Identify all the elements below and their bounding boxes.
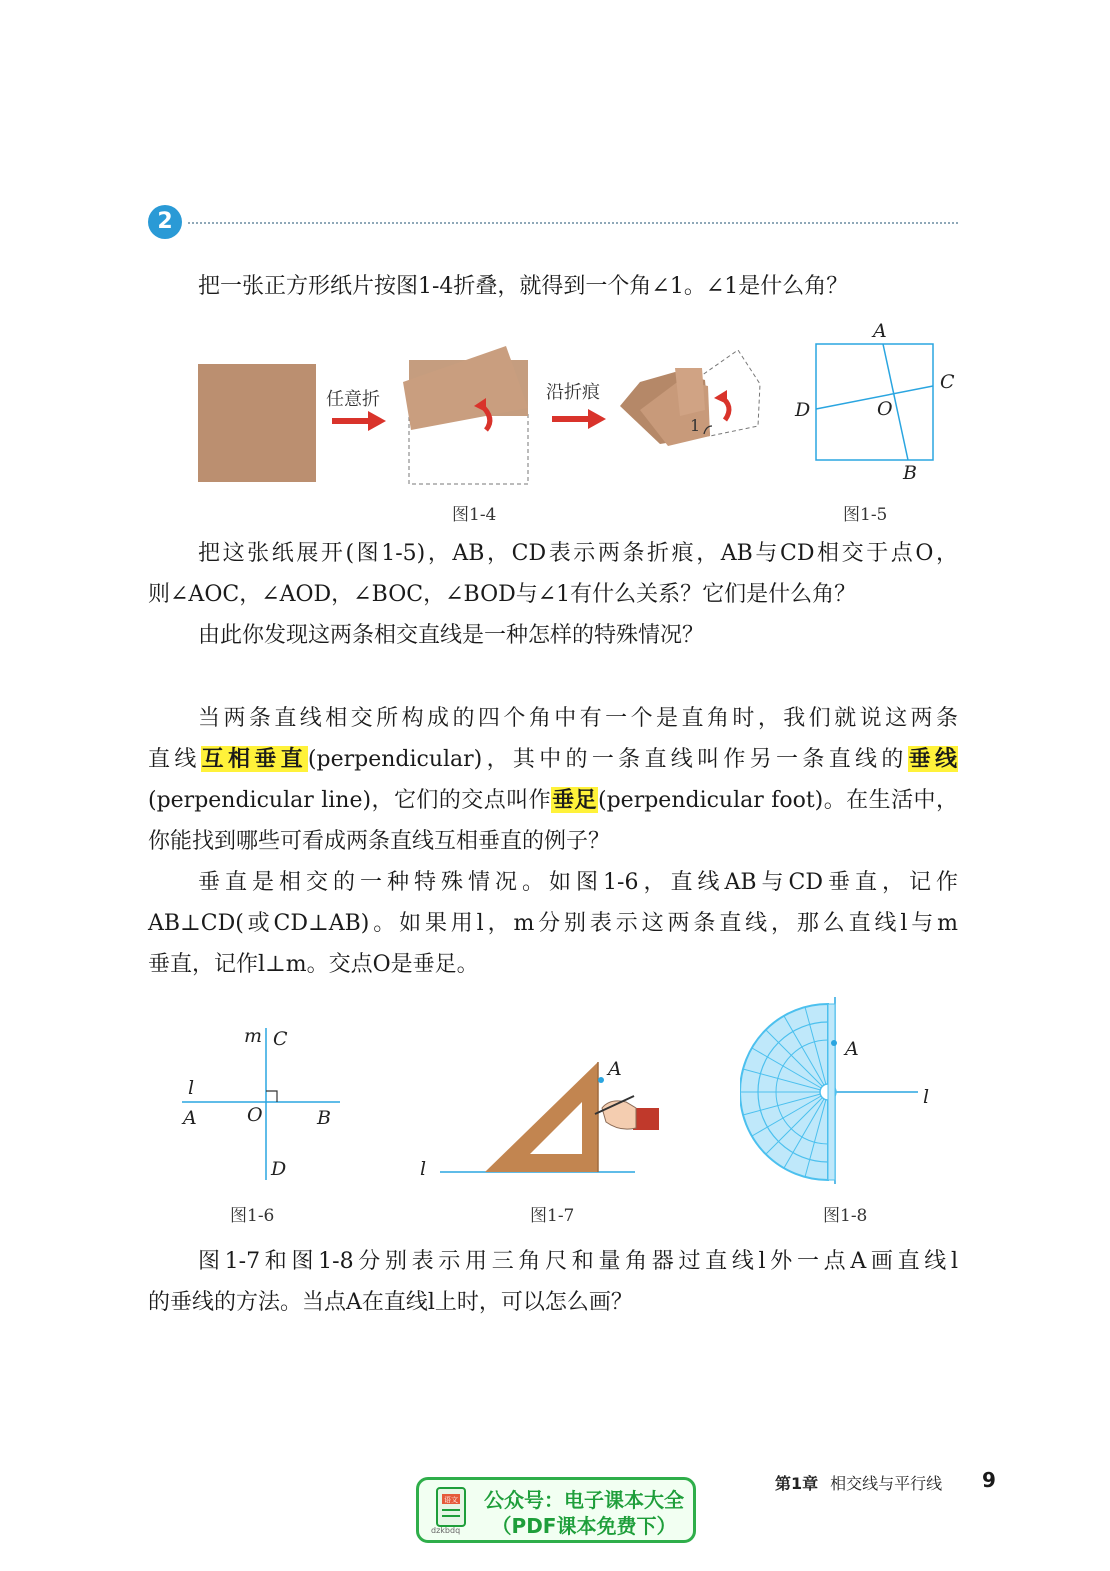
figure-1-8-caption: 图1-8: [823, 1206, 868, 1226]
paragraph-unfold: [148, 533, 958, 574]
paragraph-line: 当两条直线相交所构成的四个角中有一个是直角时，我们就说这两条: [198, 706, 958, 731]
term-perpendicular-line: 垂线: [908, 746, 957, 772]
chapter-number: 第1章: [775, 1474, 819, 1493]
text-segment: (perpendicular)，其中的一条直线叫作另一条直线的: [307, 747, 908, 772]
paragraph-line: 你能找到哪些可看成两条直线互相垂直的例子？: [148, 829, 611, 854]
paragraph-line: 把这张纸展开(图1-5)，AB，CD表示两条折痕，AB与CD相交于点O，: [198, 541, 958, 566]
section-number-badge: 2: [148, 205, 182, 239]
chapter-footer: [775, 1471, 942, 1494]
fig15-label-o: O: [877, 398, 893, 420]
fig15-label-c: C: [940, 371, 955, 393]
fig17-label-l: l: [420, 1158, 427, 1180]
point-a: [598, 1077, 604, 1083]
arrow-right-icon: [332, 411, 386, 431]
fig16-label-b: B: [317, 1107, 331, 1129]
fig17-label-a: A: [608, 1058, 622, 1080]
paragraph-line: 垂直是相交的一种特殊情况。如图1-6，直线AB与CD垂直，记作: [198, 870, 958, 895]
arrow-right-icon: [552, 409, 606, 429]
paragraph-definition: [148, 698, 958, 821]
figure-1-8: [740, 992, 930, 1187]
fig16-label-c: C: [273, 1028, 288, 1050]
term-perpendicular-foot: 垂足: [552, 787, 598, 813]
figure-1-5: [790, 330, 960, 490]
fig16-label-a: A: [183, 1107, 197, 1129]
step2-label: 沿折痕: [546, 382, 600, 403]
paragraph-line: AB⊥CD(或CD⊥AB)。如果用l，m分别表示这两条直线，那么直线l与m: [148, 911, 958, 936]
angle-1-label: 1: [690, 416, 701, 435]
paragraph-definition-end: [148, 821, 958, 862]
fig18-label-a: A: [845, 1038, 859, 1060]
figure-1-6-caption: 图1-6: [230, 1206, 275, 1226]
paper-folded: [403, 346, 528, 430]
paragraph-notation: [148, 862, 958, 944]
paragraph-line: 垂直，记作l⊥m。交点O是垂足。: [148, 952, 479, 977]
fig16-label-m: m: [244, 1025, 263, 1047]
fig15-label-b: B: [903, 462, 917, 484]
paragraph-methods: [148, 1241, 958, 1282]
paragraph-line: 图1-7和图1-8分别表示用三角尺和量角器过直线l外一点A画直线l: [198, 1249, 958, 1274]
paragraph-discover: [148, 615, 958, 656]
paragraph-unfold-2: [148, 574, 958, 615]
step1-label: 任意折: [326, 389, 380, 410]
figure-1-5-caption: 图1-5: [843, 505, 888, 525]
text-segment: (perpendicular line)，它们的交点叫作: [148, 788, 552, 813]
logo-text: dzkbdq: [431, 1526, 461, 1535]
text-segment: (perpendicular foot)。在生活中，: [598, 788, 958, 813]
chapter-title: 相交线与平行线: [830, 1474, 943, 1493]
paper-corner: [675, 368, 705, 416]
crease-cd: [816, 386, 933, 409]
wechat-watermark: [416, 1477, 696, 1543]
section-divider: [188, 222, 958, 224]
figure-1-7-caption: 图1-7: [530, 1206, 575, 1226]
unfolded-square: [816, 344, 933, 460]
paragraph-line: 则∠AOC，∠AOD，∠BOC，∠BOD与∠1有什么关系？它们是什么角？: [148, 582, 857, 607]
watermark-line2: （PDF课本免费下）: [491, 1514, 677, 1538]
fig16-label-o: O: [247, 1104, 263, 1126]
hand-with-pencil-icon: [595, 1096, 659, 1130]
fig18-label-l: l: [923, 1086, 930, 1108]
figure-1-7: [430, 1050, 670, 1180]
logo-glyph: 语文: [444, 1496, 458, 1504]
text-segment: 直线: [148, 747, 201, 772]
paragraph-line: [148, 739, 958, 780]
fig15-label-a: A: [873, 320, 887, 342]
figure-1-4-caption: 图1-4: [452, 505, 497, 525]
square-paper: [198, 364, 316, 482]
fig15-label-d: D: [795, 399, 811, 421]
paragraph-notation-end: [148, 944, 958, 985]
paragraph-line: 的垂线的方法。当点A在直线l上时，可以怎么画？: [148, 1290, 633, 1315]
figure-1-4: [190, 330, 780, 495]
page-number: 9: [982, 1468, 996, 1492]
fig16-label-l: l: [188, 1077, 195, 1099]
right-angle-mark: [266, 1091, 277, 1102]
intro-line: 把一张正方形纸片按图1-4折叠，就得到一个角∠1。∠1是什么角？: [198, 274, 849, 299]
fig16-label-d: D: [271, 1158, 287, 1180]
term-perpendicular: 互相垂直: [201, 746, 307, 772]
paragraph-line: [148, 780, 958, 821]
point-a: [831, 1040, 837, 1046]
paragraph-line: 由此你发现这两条相交直线是一种怎样的特殊情况？: [198, 623, 705, 648]
paragraph-methods-end: [148, 1282, 958, 1323]
watermark-line1: 公众号：电子课本大全: [484, 1488, 684, 1512]
intro-paragraph: [148, 266, 958, 307]
